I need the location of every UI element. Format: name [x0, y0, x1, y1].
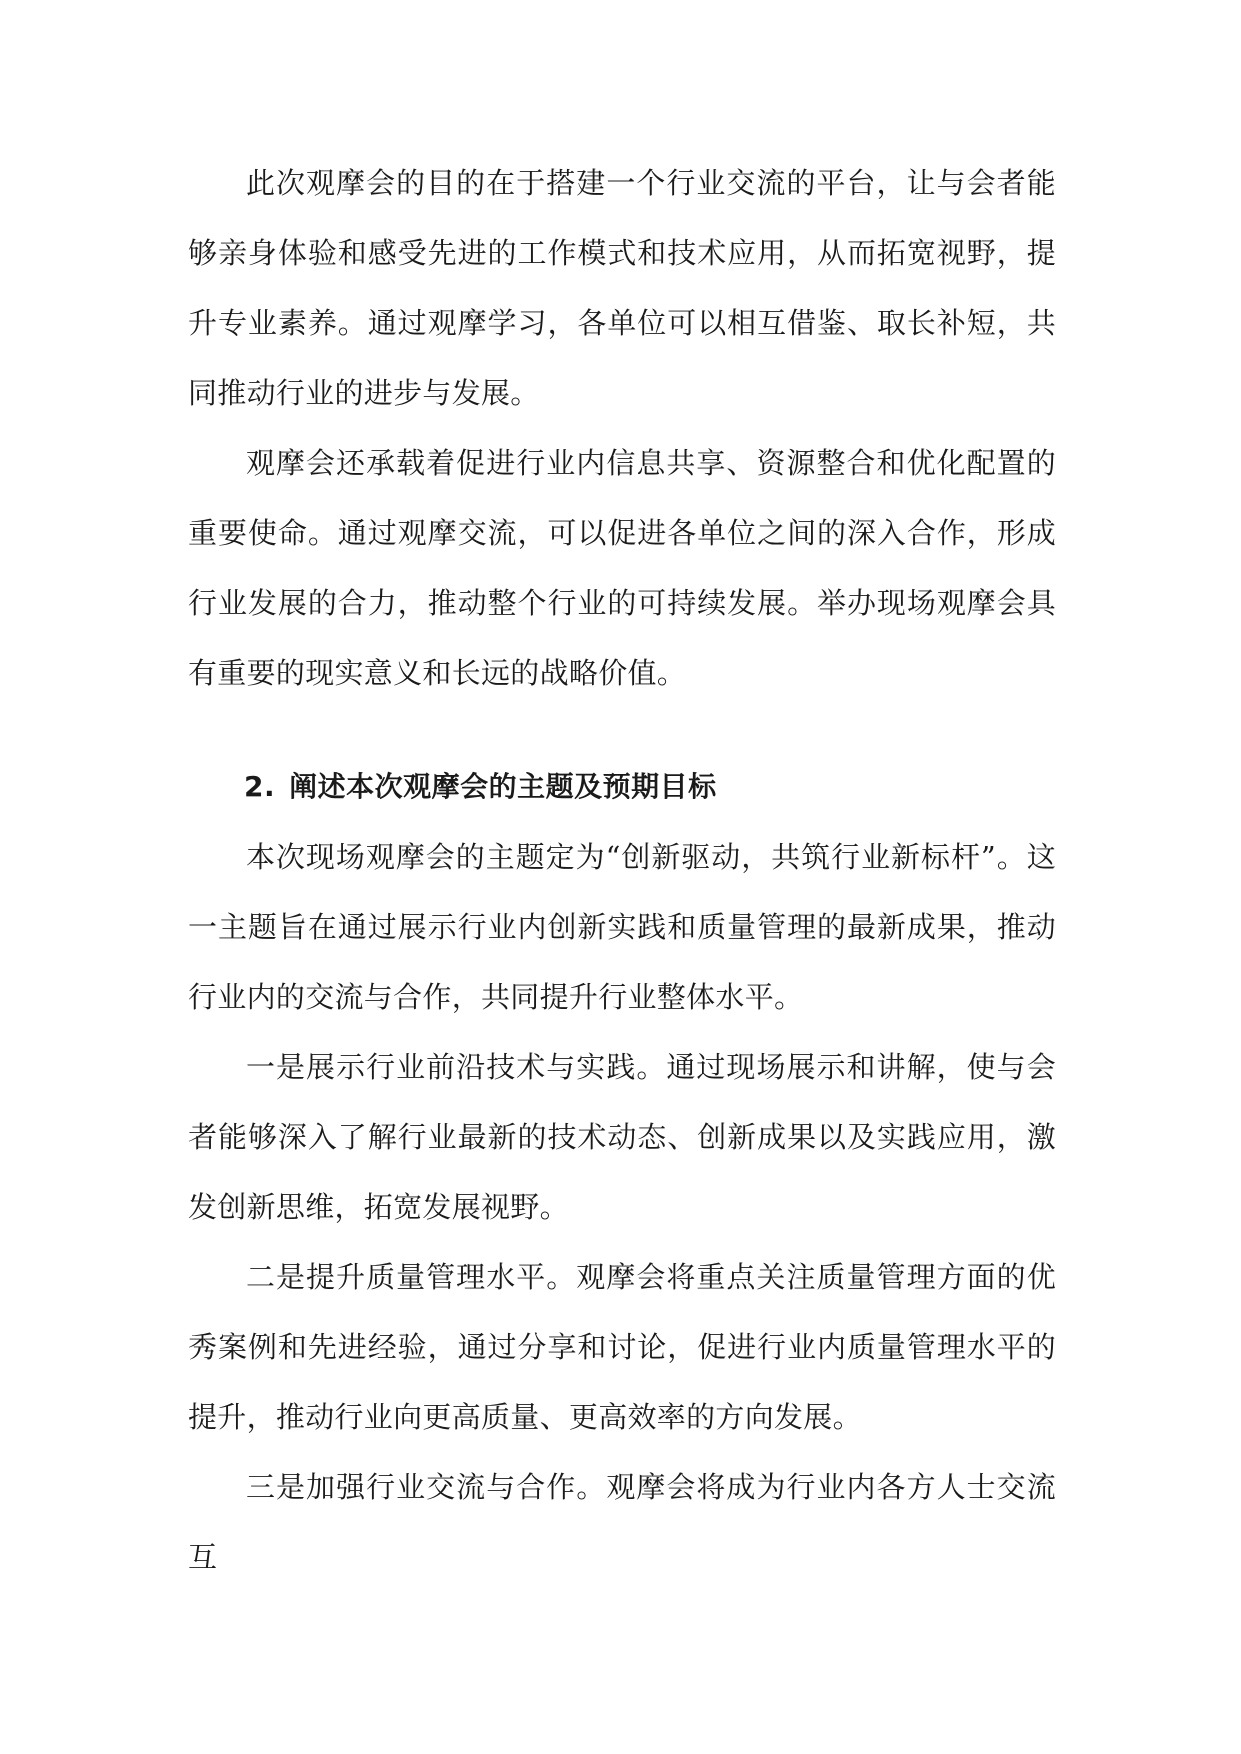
section-heading-number: 2.	[244, 770, 276, 803]
section-heading	[188, 752, 1056, 822]
paragraph-goal-one: 一是展示行业前沿技术与实践。通过现场展示和讲解，使与会者能够深入了解行业最新的技术动态、创新成果以及实践应用，激发创新思维，拓宽发展视野。	[188, 1050, 1056, 1224]
paragraph-mission: 观摩会还承载着促进行业内信息共享、资源整合和优化配置的重要使命。通过观摩交流，可以促进各单位之间的深入合作，形成行业发展的合力，推动整个行业的可持续发展。举办现场观摩会具有重要的现实意义和长远的战略价值。	[188, 446, 1056, 690]
paragraph-theme: 本次现场观摩会的主题定为“创新驱动，共筑行业新标杆”。这一主题旨在通过展示行业内创新实践和质量管理的最新成果，推动行业内的交流与合作，共同提升行业整体水平。	[188, 840, 1056, 1014]
paragraph-goal-three: 三是加强行业交流与合作。观摩会将成为行业内各方人士交流互	[188, 1470, 1056, 1574]
paragraph-purpose: 此次观摩会的目的在于搭建一个行业交流的平台，让与会者能够亲身体验和感受先进的工作模式和技术应用，从而拓宽视野，提升专业素养。通过观摩学习，各单位可以相互借鉴、取长补短，共同推动行业的进步与发展。	[188, 166, 1056, 410]
section-heading-text: 阐述本次观摩会的主题及预期目标	[289, 770, 717, 803]
paragraph-goal-two: 二是提升质量管理水平。观摩会将重点关注质量管理方面的优秀案例和先进经验，通过分享和讨论，促进行业内质量管理水平的提升，推动行业向更高质量、更高效率的方向发展。	[188, 1260, 1056, 1434]
document-body	[188, 148, 1056, 1592]
